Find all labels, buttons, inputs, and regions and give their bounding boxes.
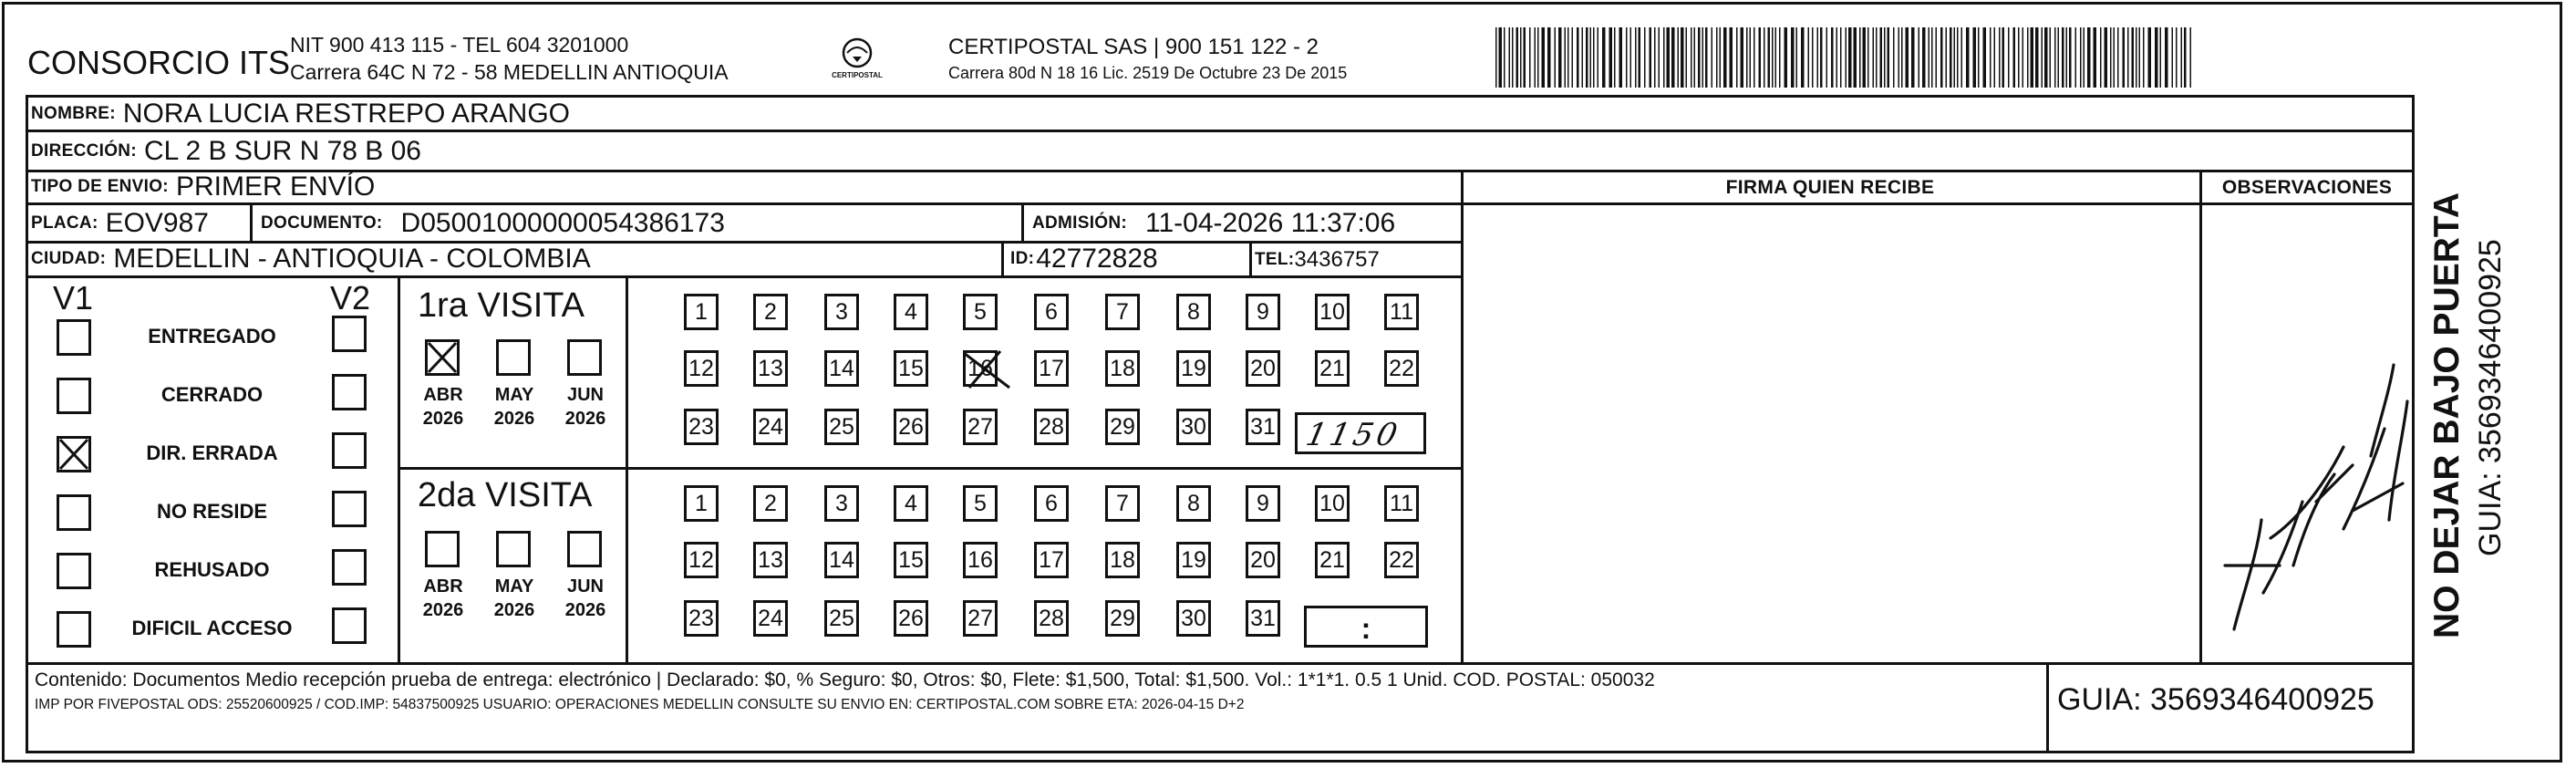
barcode-bar [1957, 27, 1959, 88]
day-box[interactable]: 15 [894, 542, 928, 578]
tel-label: TEL: [1255, 250, 1295, 269]
barcode-bar [1654, 27, 1656, 88]
barcode-bar [2080, 27, 2082, 88]
barcode-bar [1863, 27, 1867, 88]
day-box[interactable]: 4 [894, 485, 928, 522]
month-year: 2026 [493, 600, 535, 620]
footer-content: Contenido: Documentos Medio recepción prueba de entrega: electrónico | Declarado: $0, % Seguro: $0, Otros: $0, Flete: $1,500, Total: $1,500. Vol.: 1*1*1. 0.5 1 Unid. COD. POSTAL: 050032 [35, 669, 1655, 690]
barcode-bar [1820, 27, 1823, 88]
status-label: DIFICIL ACCESO [131, 617, 293, 639]
v1-checkbox[interactable] [57, 378, 91, 414]
visit2-time-value: : [1360, 612, 1371, 645]
v1-checkbox[interactable] [57, 319, 91, 356]
address-value: CL 2 B SUR N 78 B 06 [143, 136, 421, 166]
side-guide-number: GUIA: 3569346400925 [2473, 239, 2508, 556]
day-box[interactable]: 8 [1176, 294, 1211, 330]
company-address: Carrera 64C N 72 - 58 MEDELLIN ANTIOQUIA [290, 60, 729, 84]
certipostal-logo [825, 35, 889, 86]
barcode-bar [1650, 27, 1652, 88]
day-box[interactable]: 9 [1246, 485, 1280, 522]
barcode-bar [1854, 27, 1857, 88]
barcode-bar [2084, 27, 2085, 88]
month-checkbox[interactable] [567, 339, 602, 376]
day-box[interactable]: 16 [963, 350, 998, 387]
barcode-bar [1509, 27, 1511, 88]
day-box[interactable]: 8 [1176, 485, 1211, 522]
barcode-bar [1990, 27, 1991, 88]
barcode-bar [2100, 27, 2102, 88]
barcode-bar [2136, 27, 2137, 88]
v1-label: V1 [53, 279, 94, 317]
barcode-bar [1898, 27, 1900, 88]
status-label: REHUSADO [154, 558, 270, 581]
plate-value: EOV987 [105, 208, 209, 238]
day-box[interactable]: 31 [1246, 409, 1280, 445]
barcode-bar [1659, 27, 1660, 88]
v1-checkbox[interactable] [57, 611, 91, 648]
name-label: NOMBRE: [31, 104, 116, 123]
day-box[interactable]: 16 [963, 542, 998, 578]
day-box[interactable]: 28 [1034, 409, 1069, 445]
plate-label: PLACA: [31, 213, 98, 233]
company-name: CONSORCIO ITS [27, 44, 291, 81]
v2-checkbox[interactable] [332, 549, 367, 586]
barcode-bar [1499, 27, 1503, 88]
day-box[interactable]: 31 [1246, 600, 1280, 637]
barcode-bar [1639, 27, 1641, 88]
v2-label: V2 [330, 279, 371, 317]
barcode-bar [1598, 27, 1599, 88]
document-label: DOCUMENTO: [261, 213, 383, 233]
day-box[interactable]: 23 [684, 409, 719, 445]
barcode-bar [1754, 27, 1755, 88]
barcode-bar [1880, 27, 1883, 88]
barcode-bar [1936, 27, 1938, 88]
barcode-bar [1931, 27, 1933, 88]
barcode-bar [1572, 27, 1574, 88]
barcode-bar [2054, 27, 2056, 88]
day-box[interactable]: 10 [1315, 294, 1350, 330]
barcode-bar [2044, 27, 2048, 88]
barcode-bar [2075, 27, 2077, 88]
month-year: 2026 [564, 409, 606, 429]
month-label: MAY [494, 385, 534, 405]
day-box[interactable]: 19 [1176, 542, 1211, 578]
barcode-bar [1547, 27, 1551, 88]
v2-checkbox[interactable] [332, 432, 367, 469]
barcode-bar [1994, 27, 1996, 88]
day-box[interactable]: 15 [894, 350, 928, 387]
barcode-bar [1698, 27, 1701, 88]
day-box[interactable]: 22 [1384, 350, 1419, 387]
logo-text: CERTIPOSTAL [832, 71, 883, 79]
barcode-bar [1978, 27, 1980, 88]
barcode-bar [2018, 27, 2020, 88]
barcode-bar [1846, 27, 1847, 88]
day-box[interactable]: 11 [1384, 294, 1419, 330]
barcode-bar [2190, 27, 2192, 88]
barcode-bar [1630, 27, 1632, 88]
admission-field [1032, 206, 1395, 241]
barcode-bar [1772, 27, 1774, 88]
barcode-bar [1542, 27, 1546, 88]
barcode-bar [2184, 27, 2187, 88]
footer-guide: GUIA: 3569346400925 [2057, 682, 2374, 717]
barcode-bar [1723, 27, 1727, 88]
v1-checkbox[interactable] [57, 436, 91, 472]
day-box[interactable]: 6 [1034, 294, 1069, 330]
day-box[interactable]: 12 [684, 350, 719, 387]
day-box[interactable]: 1 [684, 294, 719, 330]
barcode-bar [1644, 27, 1646, 88]
barcode-bar [1716, 27, 1718, 88]
admission-value: 11-04-2026 11:37:06 [1145, 208, 1396, 238]
barcode-bar [2002, 27, 2005, 88]
month-label: ABR [423, 576, 463, 597]
barcode-bar [1999, 27, 2001, 88]
barcode-bar [2062, 27, 2064, 88]
barcode-bar [1694, 27, 1696, 88]
barcode-bar [1602, 27, 1606, 88]
status-label: ENTREGADO [148, 325, 276, 348]
tel-value: 3436757 [1294, 247, 1380, 272]
barcode-bar [1558, 27, 1562, 88]
barcode-bar [1504, 27, 1505, 88]
barcode-bar [1712, 27, 1713, 88]
barcode-bar [1859, 27, 1861, 88]
barcode-bar [1848, 27, 1852, 88]
barcode-bar [1966, 27, 1970, 88]
barcode-bar [2155, 27, 2158, 88]
barcode-bar [1884, 27, 1886, 88]
barcode-bar [1593, 27, 1595, 88]
day-box[interactable]: 19 [1176, 350, 1211, 387]
barcode-bar [1535, 27, 1536, 88]
visit1-time[interactable] [1295, 412, 1426, 454]
barcode-bar [1791, 27, 1795, 88]
barcode-bar [1919, 27, 1920, 88]
month-label: JUN [566, 576, 604, 597]
day-box[interactable]: 29 [1105, 409, 1140, 445]
day-box[interactable]: 7 [1105, 294, 1140, 330]
city-field [31, 243, 591, 275]
partner-address: Carrera 80d N 18 16 Lic. 2519 De Octubre 23 De 2015 [948, 64, 1348, 82]
no-dejar-warning: NO DEJAR BAJO PUERTA [2427, 192, 2467, 638]
barcode-bar [1609, 27, 1613, 88]
footer-imp: IMP POR FIVEPOSTAL ODS: 25520600925 / COD.IMP: 54837500925 USUARIO: OPERACIONES MEDELLIN CONSULTE SU ENVIO EN: CERTIPOSTAL.COM SOBRE ETA: 2026-04-15 D+2 [35, 697, 1245, 712]
barcode-bar [2139, 27, 2141, 88]
barcode-bar [1940, 27, 1943, 88]
barcode-bar [1529, 27, 1531, 88]
barcode-bar [2114, 27, 2116, 88]
month-label: MAY [494, 576, 534, 597]
day-box[interactable]: 13 [753, 542, 788, 578]
barcode-bar [1736, 27, 1738, 88]
day-box[interactable]: 4 [894, 294, 928, 330]
day-box[interactable]: 14 [824, 542, 859, 578]
day-box[interactable]: 13 [753, 350, 788, 387]
day-box[interactable]: 6 [1034, 485, 1069, 522]
type-label: TIPO DE ENVIO: [31, 177, 169, 196]
barcode-bar [1808, 27, 1810, 88]
address-label: DIRECCIÓN: [31, 141, 137, 161]
barcode-bar [2066, 27, 2068, 88]
id-value: 42772828 [1036, 244, 1158, 274]
barcode-bar [1759, 27, 1762, 88]
v1-checkbox[interactable] [57, 494, 91, 531]
barcode-bar [1671, 27, 1675, 88]
name-value: NORA LUCIA RESTREPO ARANGO [122, 99, 570, 129]
day-box[interactable]: 9 [1246, 294, 1280, 330]
barcode-bar [1867, 27, 1869, 88]
day-box[interactable]: 3 [824, 485, 859, 522]
barcode-bar [1801, 27, 1805, 88]
barcode-bar [2110, 27, 2112, 88]
barcode-bar [2176, 27, 2178, 88]
day-box[interactable]: 27 [963, 600, 998, 637]
day-box[interactable]: 24 [753, 409, 788, 445]
day-box[interactable]: 23 [684, 600, 719, 637]
barcode-bar [1582, 27, 1584, 88]
day-box[interactable]: 3 [824, 294, 859, 330]
barcode-bar [2123, 27, 2126, 88]
plate-field [31, 206, 209, 241]
barcode-bar [1836, 27, 1838, 88]
month-year: 2026 [422, 409, 464, 429]
month-checkbox[interactable] [496, 531, 531, 567]
day-box[interactable]: 22 [1384, 542, 1419, 578]
barcode-bar [1826, 27, 1828, 88]
v2-checkbox[interactable] [332, 607, 367, 644]
barcode-bar [1702, 27, 1704, 88]
barcode-bar [1586, 27, 1588, 88]
type-row [31, 171, 375, 202]
barcode-bar [1946, 27, 1948, 88]
barcode-bar [2160, 27, 2162, 88]
day-box[interactable]: 17 [1034, 350, 1069, 387]
month-year: 2026 [493, 409, 535, 429]
type-value: PRIMER ENVÍO [175, 171, 376, 202]
day-box[interactable]: 20 [1246, 542, 1280, 578]
month-checkbox[interactable] [567, 531, 602, 567]
city-label: CIUDAD: [31, 249, 107, 268]
day-box[interactable]: 30 [1176, 409, 1211, 445]
day-box[interactable]: 11 [1384, 485, 1419, 522]
barcode-bar [2058, 27, 2060, 88]
barcode-bar [1840, 27, 1842, 88]
barcode-bar [1929, 27, 1930, 88]
barcode-bar [2035, 27, 2039, 88]
barcode [1495, 27, 2198, 88]
visit2-time[interactable] [1304, 606, 1428, 648]
barcode-bar [1520, 27, 1522, 88]
barcode-bar [1831, 27, 1834, 88]
month-checkbox[interactable] [425, 339, 460, 376]
day-box[interactable]: 27 [963, 409, 998, 445]
barcode-bar [2143, 27, 2145, 88]
barcode-bar [1720, 27, 1722, 88]
day-box[interactable]: 26 [894, 409, 928, 445]
visit2-title: 2da VISITA [418, 476, 593, 514]
name-row [31, 99, 570, 130]
signature-header: FIRMA QUIEN RECIBE [1725, 177, 1935, 198]
v2-checkbox[interactable] [332, 316, 367, 352]
observations-header: OBSERVACIONES [2221, 177, 2393, 198]
barcode-bar [1741, 27, 1744, 88]
barcode-bar [2008, 27, 2010, 88]
barcode-bar [1565, 27, 1567, 88]
barcode-bar [1495, 27, 1497, 88]
month-year: 2026 [564, 600, 606, 620]
barcode-bar [1686, 27, 1688, 88]
barcode-bar [2117, 27, 2119, 88]
barcode-bar [1577, 27, 1579, 88]
status-label: CERRADO [160, 383, 264, 406]
barcode-bar [2050, 27, 2052, 88]
barcode-bar [1922, 27, 1926, 88]
barcode-bar [1730, 27, 1733, 88]
admission-label: ADMISIÓN: [1032, 213, 1128, 233]
barcode-bar [1983, 27, 1987, 88]
visit1-time-value: 1150 [1302, 417, 1404, 453]
day-box[interactable]: 2 [753, 485, 788, 522]
day-box[interactable]: 25 [824, 600, 859, 637]
barcode-bar [1663, 27, 1665, 88]
barcode-bar [1873, 27, 1875, 88]
barcode-bar [1746, 27, 1748, 88]
barcode-bar [1764, 27, 1765, 88]
id-label: ID: [1010, 249, 1035, 268]
v2-checkbox[interactable] [332, 491, 367, 527]
barcode-bar [1590, 27, 1592, 88]
month-checkbox[interactable] [496, 339, 531, 376]
barcode-bar [2132, 27, 2135, 88]
barcode-bar [2148, 27, 2152, 88]
barcode-bar [1524, 27, 1526, 88]
barcode-bar [1614, 27, 1616, 88]
city-value: MEDELLIN - ANTIOQUIA - COLOMBIA [113, 244, 591, 274]
barcode-bar [1950, 27, 1952, 88]
barcode-bar [2031, 27, 2034, 88]
status-label: DIR. ERRADA [146, 441, 278, 464]
barcode-bar [1779, 27, 1781, 88]
status-label: NO RESIDE [156, 500, 268, 523]
barcode-bar [1512, 27, 1514, 88]
barcode-bar [2069, 27, 2072, 88]
barcode-bar [2023, 27, 2024, 88]
barcode-bar [1785, 27, 1788, 88]
barcode-bar [1537, 27, 1539, 88]
v2-checkbox[interactable] [332, 374, 367, 410]
barcode-bar [1901, 27, 1903, 88]
day-box[interactable]: 12 [684, 542, 719, 578]
barcode-bar [1626, 27, 1628, 88]
barcode-bar [1876, 27, 1878, 88]
barcode-bar [1750, 27, 1752, 88]
day-box[interactable]: 30 [1176, 600, 1211, 637]
day-box[interactable]: 2 [753, 294, 788, 330]
company-nit: NIT 900 413 115 - TEL 604 3201000 [290, 33, 629, 57]
barcode-bar [2105, 27, 2108, 88]
barcode-bar [1691, 27, 1692, 88]
barcode-bar [2172, 27, 2174, 88]
barcode-bar [2087, 27, 2091, 88]
day-box[interactable]: 7 [1105, 485, 1140, 522]
barcode-bar [1678, 27, 1680, 88]
day-box[interactable]: 17 [1034, 542, 1069, 578]
day-box[interactable]: 5 [963, 485, 998, 522]
partner-line: CERTIPOSTAL SAS | 900 151 122 - 2 [948, 35, 1319, 59]
barcode-bar [1555, 27, 1557, 88]
barcode-bar [1705, 27, 1708, 88]
barcode-bar [1635, 27, 1637, 88]
v1-checkbox[interactable] [57, 553, 91, 589]
day-box[interactable]: 25 [824, 409, 859, 445]
day-box[interactable]: 5 [963, 294, 998, 330]
month-label: ABR [423, 385, 463, 405]
barcode-bar [1961, 27, 1963, 88]
barcode-bar [1906, 27, 1909, 88]
barcode-bar [1911, 27, 1915, 88]
barcode-bar [1516, 27, 1519, 88]
barcode-bar [2094, 27, 2097, 88]
barcode-bar [1667, 27, 1671, 88]
barcode-bar [1817, 27, 1819, 88]
barcode-bar [1619, 27, 1623, 88]
barcode-bar [1893, 27, 1895, 88]
day-box[interactable]: 10 [1315, 485, 1350, 522]
barcode-bar [1681, 27, 1684, 88]
barcode-bar [1888, 27, 1890, 88]
barcode-bar [2181, 27, 2183, 88]
month-year: 2026 [422, 600, 464, 620]
barcode-bar [1812, 27, 1814, 88]
day-box[interactable]: 18 [1105, 542, 1140, 578]
barcode-bar [2027, 27, 2029, 88]
day-box[interactable]: 21 [1315, 350, 1350, 387]
day-box[interactable]: 29 [1105, 600, 1140, 637]
day-box[interactable]: 14 [824, 350, 859, 387]
day-box[interactable]: 1 [684, 485, 719, 522]
document-value: D05001000000054386173 [400, 208, 725, 238]
address-row [31, 133, 421, 170]
day-box[interactable]: 26 [894, 600, 928, 637]
month-label: JUN [566, 385, 604, 405]
day-box[interactable]: 28 [1034, 600, 1069, 637]
tel-field [1255, 244, 1380, 275]
day-box[interactable]: 20 [1246, 350, 1280, 387]
barcode-bar [2013, 27, 2016, 88]
day-box[interactable]: 24 [753, 600, 788, 637]
day-box[interactable]: 21 [1315, 542, 1350, 578]
visit1-title: 1ra VISITA [418, 286, 585, 325]
barcode-bar [1567, 27, 1569, 88]
document-field [261, 206, 725, 241]
barcode-bar [1768, 27, 1771, 88]
barcode-bar [1796, 27, 1798, 88]
barcode-bar [2165, 27, 2168, 88]
barcode-bar [1954, 27, 1956, 88]
day-box[interactable]: 18 [1105, 350, 1140, 387]
observations-handwriting [2207, 292, 2416, 657]
barcode-bar [1973, 27, 1977, 88]
barcode-bar [1775, 27, 1777, 88]
month-checkbox[interactable] [425, 531, 460, 567]
barcode-bar [2127, 27, 2129, 88]
barcode-bar [2042, 27, 2043, 88]
id-field [1010, 243, 1158, 275]
